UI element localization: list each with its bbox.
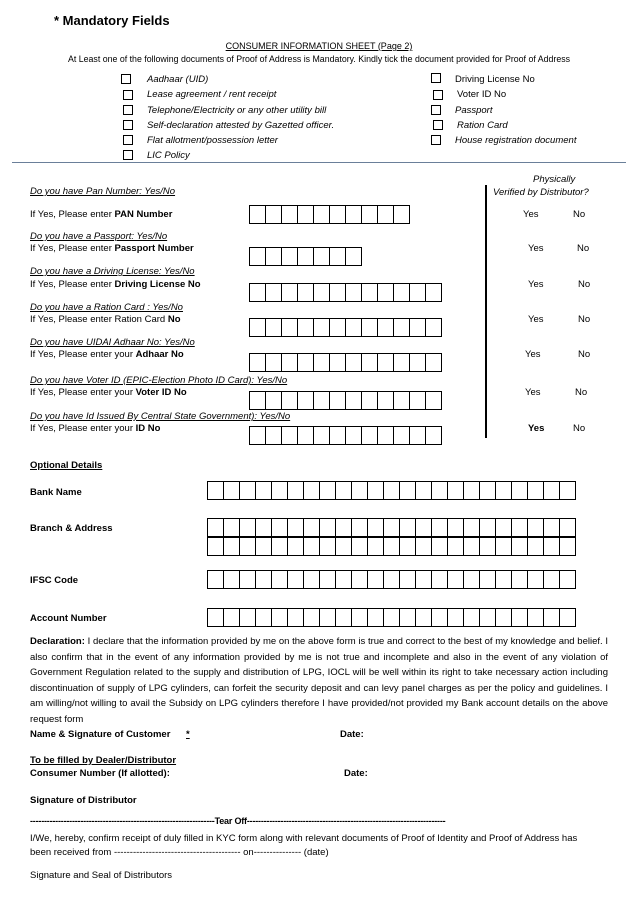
input-box[interactable] bbox=[495, 608, 512, 627]
ration-card-prefix: If Yes, Please enter Ration Card bbox=[30, 314, 168, 325]
input-box[interactable] bbox=[409, 318, 426, 337]
input-box[interactable] bbox=[313, 391, 330, 410]
input-box[interactable] bbox=[495, 481, 512, 500]
input-box[interactable] bbox=[329, 247, 346, 266]
branch-address-input-boxes-row1[interactable] bbox=[207, 518, 575, 537]
input-box[interactable] bbox=[303, 570, 320, 589]
receipt-text-line1: I/We, hereby, confirm receipt of duly filled in KYC form along with relevant documents of Proof of Identity and Proof of Address has bbox=[30, 833, 578, 844]
input-box[interactable] bbox=[239, 481, 256, 500]
driving-license-input-boxes[interactable] bbox=[249, 283, 441, 302]
declaration-text: I declare that the information provided by me on the above form is true and correct to the best of my knowledge and belief. I also confirm that in the event of any information provided by me is not true and incomplete and also in the event of any violation of Government Regulation related to the supply and distribution of LPG, IOCL will be well within its right to take necessary action including discontinuation of supply of LPG cylinders, can forfeit the security deposit and can levy panel charges as per the policy and guidelines. I am willing/not willing to avail the Subsidy on LPG cylinders therefore I have provided/not provided my Bank account details on the above request form bbox=[30, 636, 608, 725]
aadhaar-field-name: Adhaar No bbox=[135, 349, 184, 360]
input-box[interactable] bbox=[207, 518, 224, 537]
checkbox-voter-id[interactable] bbox=[433, 90, 443, 100]
input-box[interactable] bbox=[345, 283, 362, 302]
bank-name-input-boxes[interactable] bbox=[207, 481, 575, 500]
input-box[interactable] bbox=[559, 537, 576, 556]
mandatory-fields-title: * Mandatory Fields bbox=[54, 13, 170, 28]
checkbox-ration-card[interactable] bbox=[433, 120, 443, 130]
verified-header-line2: Verified by Distributor? bbox=[493, 187, 589, 198]
input-box[interactable] bbox=[361, 318, 378, 337]
input-box[interactable] bbox=[207, 537, 224, 556]
input-box[interactable] bbox=[463, 570, 480, 589]
input-box[interactable] bbox=[415, 537, 432, 556]
input-box[interactable] bbox=[399, 537, 416, 556]
input-box[interactable] bbox=[463, 608, 480, 627]
input-box[interactable] bbox=[271, 518, 288, 537]
section-divider bbox=[12, 162, 626, 163]
voter-id-prefix: If Yes, Please enter your bbox=[30, 387, 136, 398]
input-box[interactable] bbox=[399, 518, 416, 537]
input-box[interactable] bbox=[265, 353, 282, 372]
input-box[interactable] bbox=[313, 283, 330, 302]
input-box[interactable] bbox=[255, 608, 272, 627]
pan-verified-yes[interactable]: Yes bbox=[523, 209, 539, 220]
input-box[interactable] bbox=[303, 608, 320, 627]
input-box[interactable] bbox=[329, 318, 346, 337]
input-box[interactable] bbox=[393, 391, 410, 410]
input-box[interactable] bbox=[297, 205, 314, 224]
input-box[interactable] bbox=[393, 283, 410, 302]
input-box[interactable] bbox=[361, 391, 378, 410]
customer-signature-label: Name & Signature of Customer bbox=[30, 729, 171, 740]
input-box[interactable] bbox=[527, 537, 544, 556]
doc-driving-license-label: Driving License No bbox=[455, 74, 535, 85]
input-box[interactable] bbox=[303, 518, 320, 537]
input-box[interactable] bbox=[313, 205, 330, 224]
input-box[interactable] bbox=[559, 608, 576, 627]
input-box[interactable] bbox=[345, 247, 362, 266]
aadhaar-entry-label bbox=[30, 349, 184, 360]
input-box[interactable] bbox=[409, 283, 426, 302]
input-box[interactable] bbox=[239, 537, 256, 556]
input-box[interactable] bbox=[239, 518, 256, 537]
declaration-label: Declaration: bbox=[30, 636, 85, 647]
input-box[interactable] bbox=[447, 537, 464, 556]
input-box[interactable] bbox=[335, 537, 352, 556]
govt-id-verified-no[interactable]: No bbox=[573, 423, 586, 434]
input-box[interactable] bbox=[329, 353, 346, 372]
input-box[interactable] bbox=[383, 481, 400, 500]
ration-card-verified-no[interactable]: No bbox=[578, 314, 591, 325]
consumer-number-label: Consumer Number (If allotted): bbox=[30, 768, 170, 779]
input-box[interactable] bbox=[543, 570, 560, 589]
input-box[interactable] bbox=[255, 537, 272, 556]
input-box[interactable] bbox=[281, 205, 298, 224]
input-box[interactable] bbox=[345, 353, 362, 372]
customer-date-label: Date: bbox=[340, 729, 364, 740]
input-box[interactable] bbox=[409, 426, 426, 445]
input-box[interactable] bbox=[265, 426, 282, 445]
sheet-title: CONSUMER INFORMATION SHEET (Page 2) bbox=[225, 41, 413, 51]
input-box[interactable] bbox=[393, 353, 410, 372]
input-box[interactable] bbox=[543, 608, 560, 627]
input-box[interactable] bbox=[297, 426, 314, 445]
input-box[interactable] bbox=[383, 518, 400, 537]
input-box[interactable] bbox=[239, 570, 256, 589]
input-box[interactable] bbox=[249, 247, 266, 266]
input-box[interactable] bbox=[431, 608, 448, 627]
pan-question: Do you have Pan Number: Yes/No bbox=[30, 186, 176, 197]
input-box[interactable] bbox=[281, 318, 298, 337]
input-box[interactable] bbox=[335, 608, 352, 627]
doc-self-declaration-label: Self-declaration attested by Gazetted officer. bbox=[147, 120, 335, 131]
address-proof-instruction: At Least one of the following documents of Proof of Address is Mandatory. Kindly tick the document provided for Proof of Address bbox=[67, 54, 571, 64]
input-box[interactable] bbox=[281, 283, 298, 302]
input-box[interactable] bbox=[313, 247, 330, 266]
input-box[interactable] bbox=[335, 518, 352, 537]
input-box[interactable] bbox=[367, 608, 384, 627]
input-box[interactable] bbox=[393, 205, 410, 224]
input-box[interactable] bbox=[383, 537, 400, 556]
input-box[interactable] bbox=[447, 608, 464, 627]
input-box[interactable] bbox=[425, 353, 442, 372]
govt-id-prefix: If Yes, Please enter your bbox=[30, 423, 136, 434]
input-box[interactable] bbox=[425, 391, 442, 410]
checkbox-passport[interactable] bbox=[431, 105, 441, 115]
input-box[interactable] bbox=[265, 283, 282, 302]
distributor-seal-label: Signature and Seal of Distributors bbox=[30, 870, 173, 881]
ration-card-verified-yes[interactable]: Yes bbox=[528, 314, 544, 325]
input-box[interactable] bbox=[559, 481, 576, 500]
passport-field-name: Passport Number bbox=[114, 243, 194, 254]
input-box[interactable] bbox=[281, 391, 298, 410]
mandatory-star: * bbox=[186, 729, 190, 740]
input-box[interactable] bbox=[345, 426, 362, 445]
passport-input-boxes[interactable] bbox=[249, 247, 361, 266]
input-box[interactable] bbox=[361, 205, 378, 224]
input-box[interactable] bbox=[207, 570, 224, 589]
input-box[interactable] bbox=[527, 481, 544, 500]
input-box[interactable] bbox=[223, 570, 240, 589]
checkbox-house-registration[interactable] bbox=[431, 135, 441, 145]
input-box[interactable] bbox=[399, 570, 416, 589]
input-box[interactable] bbox=[479, 537, 496, 556]
input-box[interactable] bbox=[303, 537, 320, 556]
doc-house-registration-label: House registration document bbox=[455, 135, 577, 146]
driving-license-prefix: If Yes, Please enter bbox=[30, 279, 115, 290]
pan-verified-no[interactable]: No bbox=[573, 209, 586, 220]
input-box[interactable] bbox=[287, 608, 304, 627]
input-box[interactable] bbox=[559, 518, 576, 537]
input-box[interactable] bbox=[255, 518, 272, 537]
input-box[interactable] bbox=[511, 518, 528, 537]
input-box[interactable] bbox=[383, 608, 400, 627]
input-box[interactable] bbox=[249, 283, 266, 302]
input-box[interactable] bbox=[511, 570, 528, 589]
input-box[interactable] bbox=[447, 518, 464, 537]
input-box[interactable] bbox=[255, 481, 272, 500]
input-box[interactable] bbox=[393, 426, 410, 445]
voter-id-verified-yes[interactable]: Yes bbox=[525, 387, 541, 398]
input-box[interactable] bbox=[527, 570, 544, 589]
input-box[interactable] bbox=[479, 608, 496, 627]
input-box[interactable] bbox=[351, 481, 368, 500]
input-box[interactable] bbox=[297, 318, 314, 337]
input-box[interactable] bbox=[207, 608, 224, 627]
input-box[interactable] bbox=[367, 481, 384, 500]
aadhaar-verified-no[interactable]: No bbox=[578, 349, 591, 360]
driving-license-verified-yes[interactable]: Yes bbox=[528, 279, 544, 290]
dealer-date-label: Date: bbox=[344, 768, 368, 779]
input-box[interactable] bbox=[367, 518, 384, 537]
input-box[interactable] bbox=[479, 481, 496, 500]
pan-prefix: If Yes, Please enter bbox=[30, 209, 115, 220]
driving-license-verified-no[interactable]: No bbox=[578, 279, 591, 290]
driving-license-field-name: Driving License No bbox=[114, 279, 201, 290]
input-box[interactable] bbox=[329, 391, 346, 410]
input-box[interactable] bbox=[425, 426, 442, 445]
input-box[interactable] bbox=[335, 570, 352, 589]
doc-ration-card-label: Ration Card bbox=[457, 120, 508, 131]
input-box[interactable] bbox=[319, 518, 336, 537]
input-box[interactable] bbox=[527, 518, 544, 537]
input-box[interactable] bbox=[345, 391, 362, 410]
input-box[interactable] bbox=[495, 570, 512, 589]
input-box[interactable] bbox=[303, 481, 320, 500]
doc-flat-allotment-label: Flat allotment/possession letter bbox=[147, 135, 278, 146]
doc-lic-label: LIC Policy bbox=[147, 150, 190, 161]
input-box[interactable] bbox=[361, 283, 378, 302]
input-box[interactable] bbox=[319, 481, 336, 500]
verified-header-line1: Physically bbox=[533, 174, 576, 185]
passport-entry-label bbox=[30, 243, 194, 254]
checkbox-lic-policy[interactable] bbox=[123, 150, 133, 160]
input-box[interactable] bbox=[345, 205, 362, 224]
input-box[interactable] bbox=[297, 353, 314, 372]
pan-input-boxes[interactable] bbox=[249, 205, 409, 224]
input-box[interactable] bbox=[319, 537, 336, 556]
input-box[interactable] bbox=[287, 537, 304, 556]
input-box[interactable] bbox=[495, 537, 512, 556]
input-box[interactable] bbox=[249, 205, 266, 224]
checkbox-aadhaar[interactable] bbox=[121, 74, 131, 84]
input-box[interactable] bbox=[415, 481, 432, 500]
aadhaar-input-boxes[interactable] bbox=[249, 353, 441, 372]
input-box[interactable] bbox=[313, 318, 330, 337]
input-box[interactable] bbox=[527, 608, 544, 627]
input-box[interactable] bbox=[447, 481, 464, 500]
input-box[interactable] bbox=[383, 570, 400, 589]
input-box[interactable] bbox=[249, 318, 266, 337]
input-box[interactable] bbox=[281, 353, 298, 372]
input-box[interactable] bbox=[463, 537, 480, 556]
input-box[interactable] bbox=[415, 608, 432, 627]
voter-id-input-boxes[interactable] bbox=[249, 391, 441, 410]
tear-off-line: ------------------------------------------------------------------Tear Off----------------------------------------------------------------------- bbox=[30, 816, 446, 826]
input-box[interactable] bbox=[495, 518, 512, 537]
doc-lease-label: Lease agreement / rent receipt bbox=[147, 89, 277, 100]
input-box[interactable] bbox=[255, 570, 272, 589]
input-box[interactable] bbox=[511, 481, 528, 500]
voter-id-verified-no[interactable]: No bbox=[575, 387, 588, 398]
input-box[interactable] bbox=[377, 426, 394, 445]
doc-voter-id-label: Voter ID No bbox=[457, 89, 507, 100]
input-box[interactable] bbox=[271, 608, 288, 627]
voter-id-entry-label bbox=[30, 387, 187, 398]
input-box[interactable] bbox=[249, 353, 266, 372]
driving-license-entry-label bbox=[30, 279, 201, 290]
input-box[interactable] bbox=[559, 570, 576, 589]
input-box[interactable] bbox=[511, 537, 528, 556]
branch-address-input-boxes-row2[interactable] bbox=[207, 537, 575, 556]
input-box[interactable] bbox=[271, 481, 288, 500]
input-box[interactable] bbox=[351, 537, 368, 556]
input-box[interactable] bbox=[361, 426, 378, 445]
input-box[interactable] bbox=[431, 537, 448, 556]
input-box[interactable] bbox=[265, 391, 282, 410]
account-number-input-boxes[interactable] bbox=[207, 608, 575, 627]
input-box[interactable] bbox=[297, 391, 314, 410]
input-box[interactable] bbox=[399, 608, 416, 627]
account-number-label: Account Number bbox=[30, 613, 107, 624]
input-box[interactable] bbox=[329, 205, 346, 224]
input-box[interactable] bbox=[479, 570, 496, 589]
aadhaar-prefix: If Yes, Please enter your bbox=[30, 349, 136, 360]
govt-id-field-name: ID No bbox=[135, 423, 161, 434]
input-box[interactable] bbox=[393, 318, 410, 337]
input-box[interactable] bbox=[329, 426, 346, 445]
doc-passport-label: Passport bbox=[455, 105, 493, 116]
checkbox-lease-agreement[interactable] bbox=[123, 90, 133, 100]
input-box[interactable] bbox=[543, 537, 560, 556]
input-box[interactable] bbox=[463, 481, 480, 500]
input-box[interactable] bbox=[265, 318, 282, 337]
input-box[interactable] bbox=[207, 481, 224, 500]
pan-field-name: PAN Number bbox=[114, 209, 173, 220]
input-box[interactable] bbox=[463, 518, 480, 537]
passport-prefix: If Yes, Please enter bbox=[30, 243, 115, 254]
input-box[interactable] bbox=[249, 426, 266, 445]
receipt-text-line2: been received from ---------------------------------------- on--------------- (date) bbox=[30, 847, 329, 858]
input-box[interactable] bbox=[415, 570, 432, 589]
verify-column-divider bbox=[485, 185, 487, 438]
passport-verified-yes[interactable]: Yes bbox=[528, 243, 544, 254]
input-box[interactable] bbox=[287, 570, 304, 589]
input-box[interactable] bbox=[543, 481, 560, 500]
checkbox-flat-allotment[interactable] bbox=[123, 135, 133, 145]
input-box[interactable] bbox=[281, 247, 298, 266]
ifsc-input-boxes[interactable] bbox=[207, 570, 575, 589]
input-box[interactable] bbox=[287, 518, 304, 537]
input-box[interactable] bbox=[431, 481, 448, 500]
input-box[interactable] bbox=[223, 608, 240, 627]
aadhaar-question: Do you have UIDAI Adhaar No: Yes/No bbox=[30, 337, 195, 348]
input-box[interactable] bbox=[351, 608, 368, 627]
ration-card-input-boxes[interactable] bbox=[249, 318, 441, 337]
dealer-section-heading: To be filled by Dealer/Distributor bbox=[30, 755, 177, 766]
input-box[interactable] bbox=[313, 353, 330, 372]
input-box[interactable] bbox=[319, 570, 336, 589]
distributor-signature-label: Signature of Distributor bbox=[30, 795, 137, 806]
input-box[interactable] bbox=[479, 518, 496, 537]
input-box[interactable] bbox=[335, 481, 352, 500]
optional-details-heading: Optional Details bbox=[30, 460, 103, 471]
input-box[interactable] bbox=[351, 570, 368, 589]
input-box[interactable] bbox=[425, 283, 442, 302]
govt-id-question: Do you have Id Issued By Central State Government): Yes/No bbox=[30, 411, 291, 422]
input-box[interactable] bbox=[223, 518, 240, 537]
input-box[interactable] bbox=[543, 518, 560, 537]
voter-id-question: Do you have Voter ID (EPIC-Election Photo ID Card): Yes/No bbox=[30, 375, 288, 386]
ifsc-label: IFSC Code bbox=[30, 575, 79, 586]
bank-name-label: Bank Name bbox=[30, 487, 82, 498]
ration-card-field-name: No bbox=[167, 314, 181, 325]
input-box[interactable] bbox=[345, 318, 362, 337]
passport-question: Do you have a Passport: Yes/No bbox=[30, 231, 168, 242]
input-box[interactable] bbox=[399, 481, 416, 500]
branch-address-label: Branch & Address bbox=[30, 523, 113, 534]
checkbox-driving-license[interactable] bbox=[431, 73, 441, 83]
input-box[interactable] bbox=[367, 570, 384, 589]
checkbox-self-declaration[interactable] bbox=[123, 120, 133, 130]
ration-card-question: Do you have a Ration Card : Yes/No bbox=[30, 302, 183, 313]
input-box[interactable] bbox=[511, 608, 528, 627]
input-box[interactable] bbox=[297, 247, 314, 266]
input-box[interactable] bbox=[367, 537, 384, 556]
input-box[interactable] bbox=[431, 518, 448, 537]
aadhaar-verified-yes[interactable]: Yes bbox=[525, 349, 541, 360]
input-box[interactable] bbox=[425, 318, 442, 337]
input-box[interactable] bbox=[297, 283, 314, 302]
doc-utility-label: Telephone/Electricity or any other utility bill bbox=[147, 105, 327, 116]
input-box[interactable] bbox=[265, 205, 282, 224]
driving-license-question: Do you have a Driving License: Yes/No bbox=[30, 266, 195, 277]
doc-aadhaar-label: Aadhaar (UID) bbox=[147, 74, 209, 85]
input-box[interactable] bbox=[447, 570, 464, 589]
ration-card-entry-label bbox=[30, 314, 181, 325]
input-box[interactable] bbox=[361, 353, 378, 372]
govt-id-entry-label bbox=[30, 423, 160, 434]
input-box[interactable] bbox=[377, 318, 394, 337]
input-box[interactable] bbox=[377, 283, 394, 302]
checkbox-utility-bill[interactable] bbox=[123, 105, 133, 115]
input-box[interactable] bbox=[351, 518, 368, 537]
input-box[interactable] bbox=[223, 537, 240, 556]
declaration-paragraph bbox=[30, 634, 608, 728]
input-box[interactable] bbox=[287, 481, 304, 500]
input-box[interactable] bbox=[281, 426, 298, 445]
input-box[interactable] bbox=[409, 391, 426, 410]
input-box[interactable] bbox=[377, 205, 394, 224]
input-box[interactable] bbox=[313, 426, 330, 445]
input-box[interactable] bbox=[409, 353, 426, 372]
input-box[interactable] bbox=[319, 608, 336, 627]
input-box[interactable] bbox=[377, 391, 394, 410]
input-box[interactable] bbox=[271, 537, 288, 556]
voter-id-field-name: Voter ID No bbox=[135, 387, 187, 398]
input-box[interactable] bbox=[249, 391, 266, 410]
passport-verified-no[interactable]: No bbox=[577, 243, 590, 254]
pan-entry-label bbox=[30, 209, 172, 220]
govt-id-input-boxes[interactable] bbox=[249, 426, 441, 445]
input-box[interactable] bbox=[265, 247, 282, 266]
input-box[interactable] bbox=[377, 353, 394, 372]
input-box[interactable] bbox=[271, 570, 288, 589]
input-box[interactable] bbox=[223, 481, 240, 500]
govt-id-verified-yes[interactable]: Yes bbox=[528, 423, 545, 434]
input-box[interactable] bbox=[239, 608, 256, 627]
input-box[interactable] bbox=[415, 518, 432, 537]
input-box[interactable] bbox=[431, 570, 448, 589]
input-box[interactable] bbox=[329, 283, 346, 302]
